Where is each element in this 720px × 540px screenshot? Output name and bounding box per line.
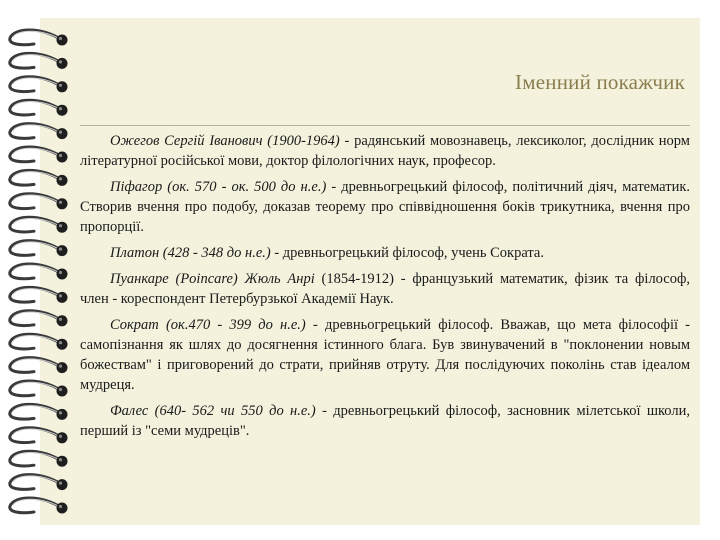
entry-description: - радянський мовознавець, лексиколог, дослідник норм літературної російської мови, доктор філологічних наук, професор. [80,133,690,169]
binding-ring [10,451,68,467]
spiral-binding [0,0,80,540]
binding-ring [10,241,68,257]
index-entry [80,243,690,263]
binding-ring [10,53,68,69]
entry-name: Сократ (ок.470 - 399 до н.е.) [110,317,306,333]
binding-ring [10,77,68,93]
binding-ring [10,147,68,163]
binding-ring [10,217,68,233]
entry-name: Фалес (640- 562 чи 550 до н.е.) [110,403,316,419]
binding-ring [10,170,68,186]
binding-ring [10,498,68,514]
binding-ring [10,358,68,374]
entry-name: Піфагор (ок. 570 - ок. 500 до н.е.) [110,179,327,195]
entry-name: Ожегов Сергій Іванович (1900-1964) [110,133,340,149]
binding-ring [10,124,68,140]
binding-ring [10,287,68,303]
binding-ring [10,334,68,350]
entry-description: - древньогрецький філософ. Вважав, що мета філософії - самопізнання як шлях до досягнення істинного блага. Був звинувачений в "поклонении новым божествам" і приговорений до страти, прийняв отруту. Для послідуючих поколінь став ідеалом мудреця. [80,317,691,393]
binding-ring [10,475,68,491]
binding-ring [10,428,68,444]
entry-description: (1854-1912) - французький математик, фізик та філософ, член - кореспондент Петербурзької Академії Наук. [80,271,691,307]
page-title: Іменний покажчик [515,70,685,94]
entry-description: - древньогрецький філософ, політичний діяч, математик. Створив вчення про подобу, доказав теорему про співвідношення боків трикутника, вчення про пропорції. [80,179,691,235]
binding-ring [10,264,68,280]
index-entry [80,401,690,441]
entry-name: Пуанкаре (Poincare) Жюль Анрі [110,271,315,287]
binding-ring [10,381,68,397]
entry-name: Платон (428 - 348 до н.е.) [110,245,271,261]
binding-ring [10,311,68,327]
binding-ring [10,404,68,420]
title-divider [80,125,690,126]
binding-ring [10,100,68,116]
index-entry [80,315,690,395]
entry-description: - древньогрецький філософ, учень Сократа. [270,245,544,261]
index-entry [80,131,690,171]
name-index-list [80,131,690,447]
entry-description: - древньогрецький філософ, засновник мілетської школи, перший із "семи мудреців". [80,403,690,439]
index-entry [80,177,690,237]
index-entry [80,269,690,309]
binding-ring [10,30,68,46]
binding-ring [10,194,68,210]
